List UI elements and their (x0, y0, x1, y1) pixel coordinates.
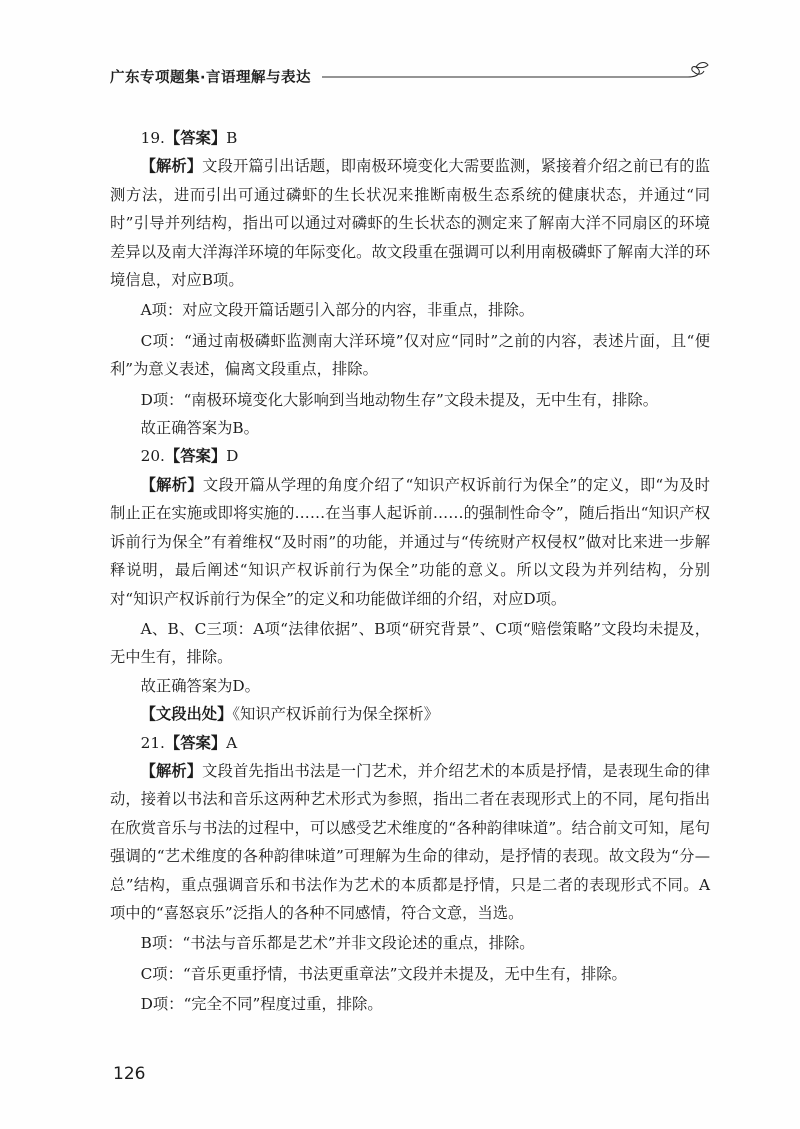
page-number: 126 (113, 1064, 146, 1084)
answer-line: 20.【答案】D (140, 447, 239, 466)
book-title: 广东专项题集·言语理解与表达 (110, 70, 312, 86)
source-line: 【文段出处】《知识产权诉前行为保全探析》 (140, 705, 439, 724)
option-note: C项：“通过南极磷虾监测南大洋环境”仅对应“同时”之前的内容，表述片面，且“便利”为意义表述，偏离文段重点，排除。 (110, 331, 710, 379)
answer-line: 21.【答案】A (140, 733, 238, 752)
answer-line: 19.【答案】B (140, 129, 238, 147)
analysis-paragraph: 【解析】文段开篇从学理的角度介绍了“知识产权诉前行为保全”的定义，即“为及时制止正在实施或即将实施的……在当事人起诉前……的强制性命令”，随后指出“知识产权诉前行为保全”有着维权“及时雨”的功能，并通过与“传统财产权侵权”做对比来进一步解释说明，最后阐述“知识产权诉前行为保全”功能的意义。所以文段为并列结构，分别对“知识产权诉前行为保全”的定义和功能做详细的介绍，对应D项。 (110, 475, 710, 608)
conclusion: 故正确答案为D。 (140, 676, 260, 695)
option-note: B项：“书法与音乐都是艺术”并非文段论述的重点，排除。 (140, 934, 535, 953)
option-note: D项：“南极环境变化大影响到当地动物生存”文段未提及，无中生有，排除。 (140, 390, 659, 409)
conclusion: 故正确答案为B。 (140, 419, 259, 438)
analysis-paragraph: 【解析】文段首先指出书法是一门艺术，并介绍艺术的本质是抒情，是表现生命的律动，接着以书法和音乐这两种艺术形式为参照，指出二者在表现形式上的不同，尾句指出在欣赏音乐与书法的过程中，可以感受艺术维度的“各种韵律味道”。结合前文可知，尾句强调的“艺术维度的各种韵律味道”可理解为生命的律动，是抒情的表现。故文段为“分—总”结构，重点强调音乐和书法作为艺术的本质都是抒情，只是二者的表现形式不同。A项中的“喜怒哀乐”泛指人的各种不同感情，符合文意，当选。 (110, 761, 710, 922)
answer-content (110, 124, 710, 1019)
running-header (110, 62, 710, 92)
option-note: A项：对应文段开篇话题引入部分的内容，非重点，排除。 (140, 301, 535, 320)
option-note: C项：“音乐更重抒情，书法更重章法”文段并未提及，无中生有，排除。 (140, 964, 627, 983)
analysis-paragraph: 【解析】文段开篇引出话题，即南极环境变化大需要监测，紧接着介绍之前已有的监测方法，进而引出可通过磷虾的生长状况来推断南极生态系统的健康状态，并通过“同时”引导并列结构，指出可以通过对磷虾的生长状态的测定来了解南大洋不同扇区的环境差异以及南大洋海洋环境的年际变化。故文段重在强调可以利用南极磷虾了解南大洋的环境信息，对应B项。 (110, 157, 710, 290)
option-note: A、B、C三项：A项“法律依据”、B项“研究背景”、C项“赔偿策略”文段均未提及，无中生有，排除。 (110, 619, 710, 667)
option-note: D项：“完全不同”程度过重，排除。 (140, 995, 383, 1014)
